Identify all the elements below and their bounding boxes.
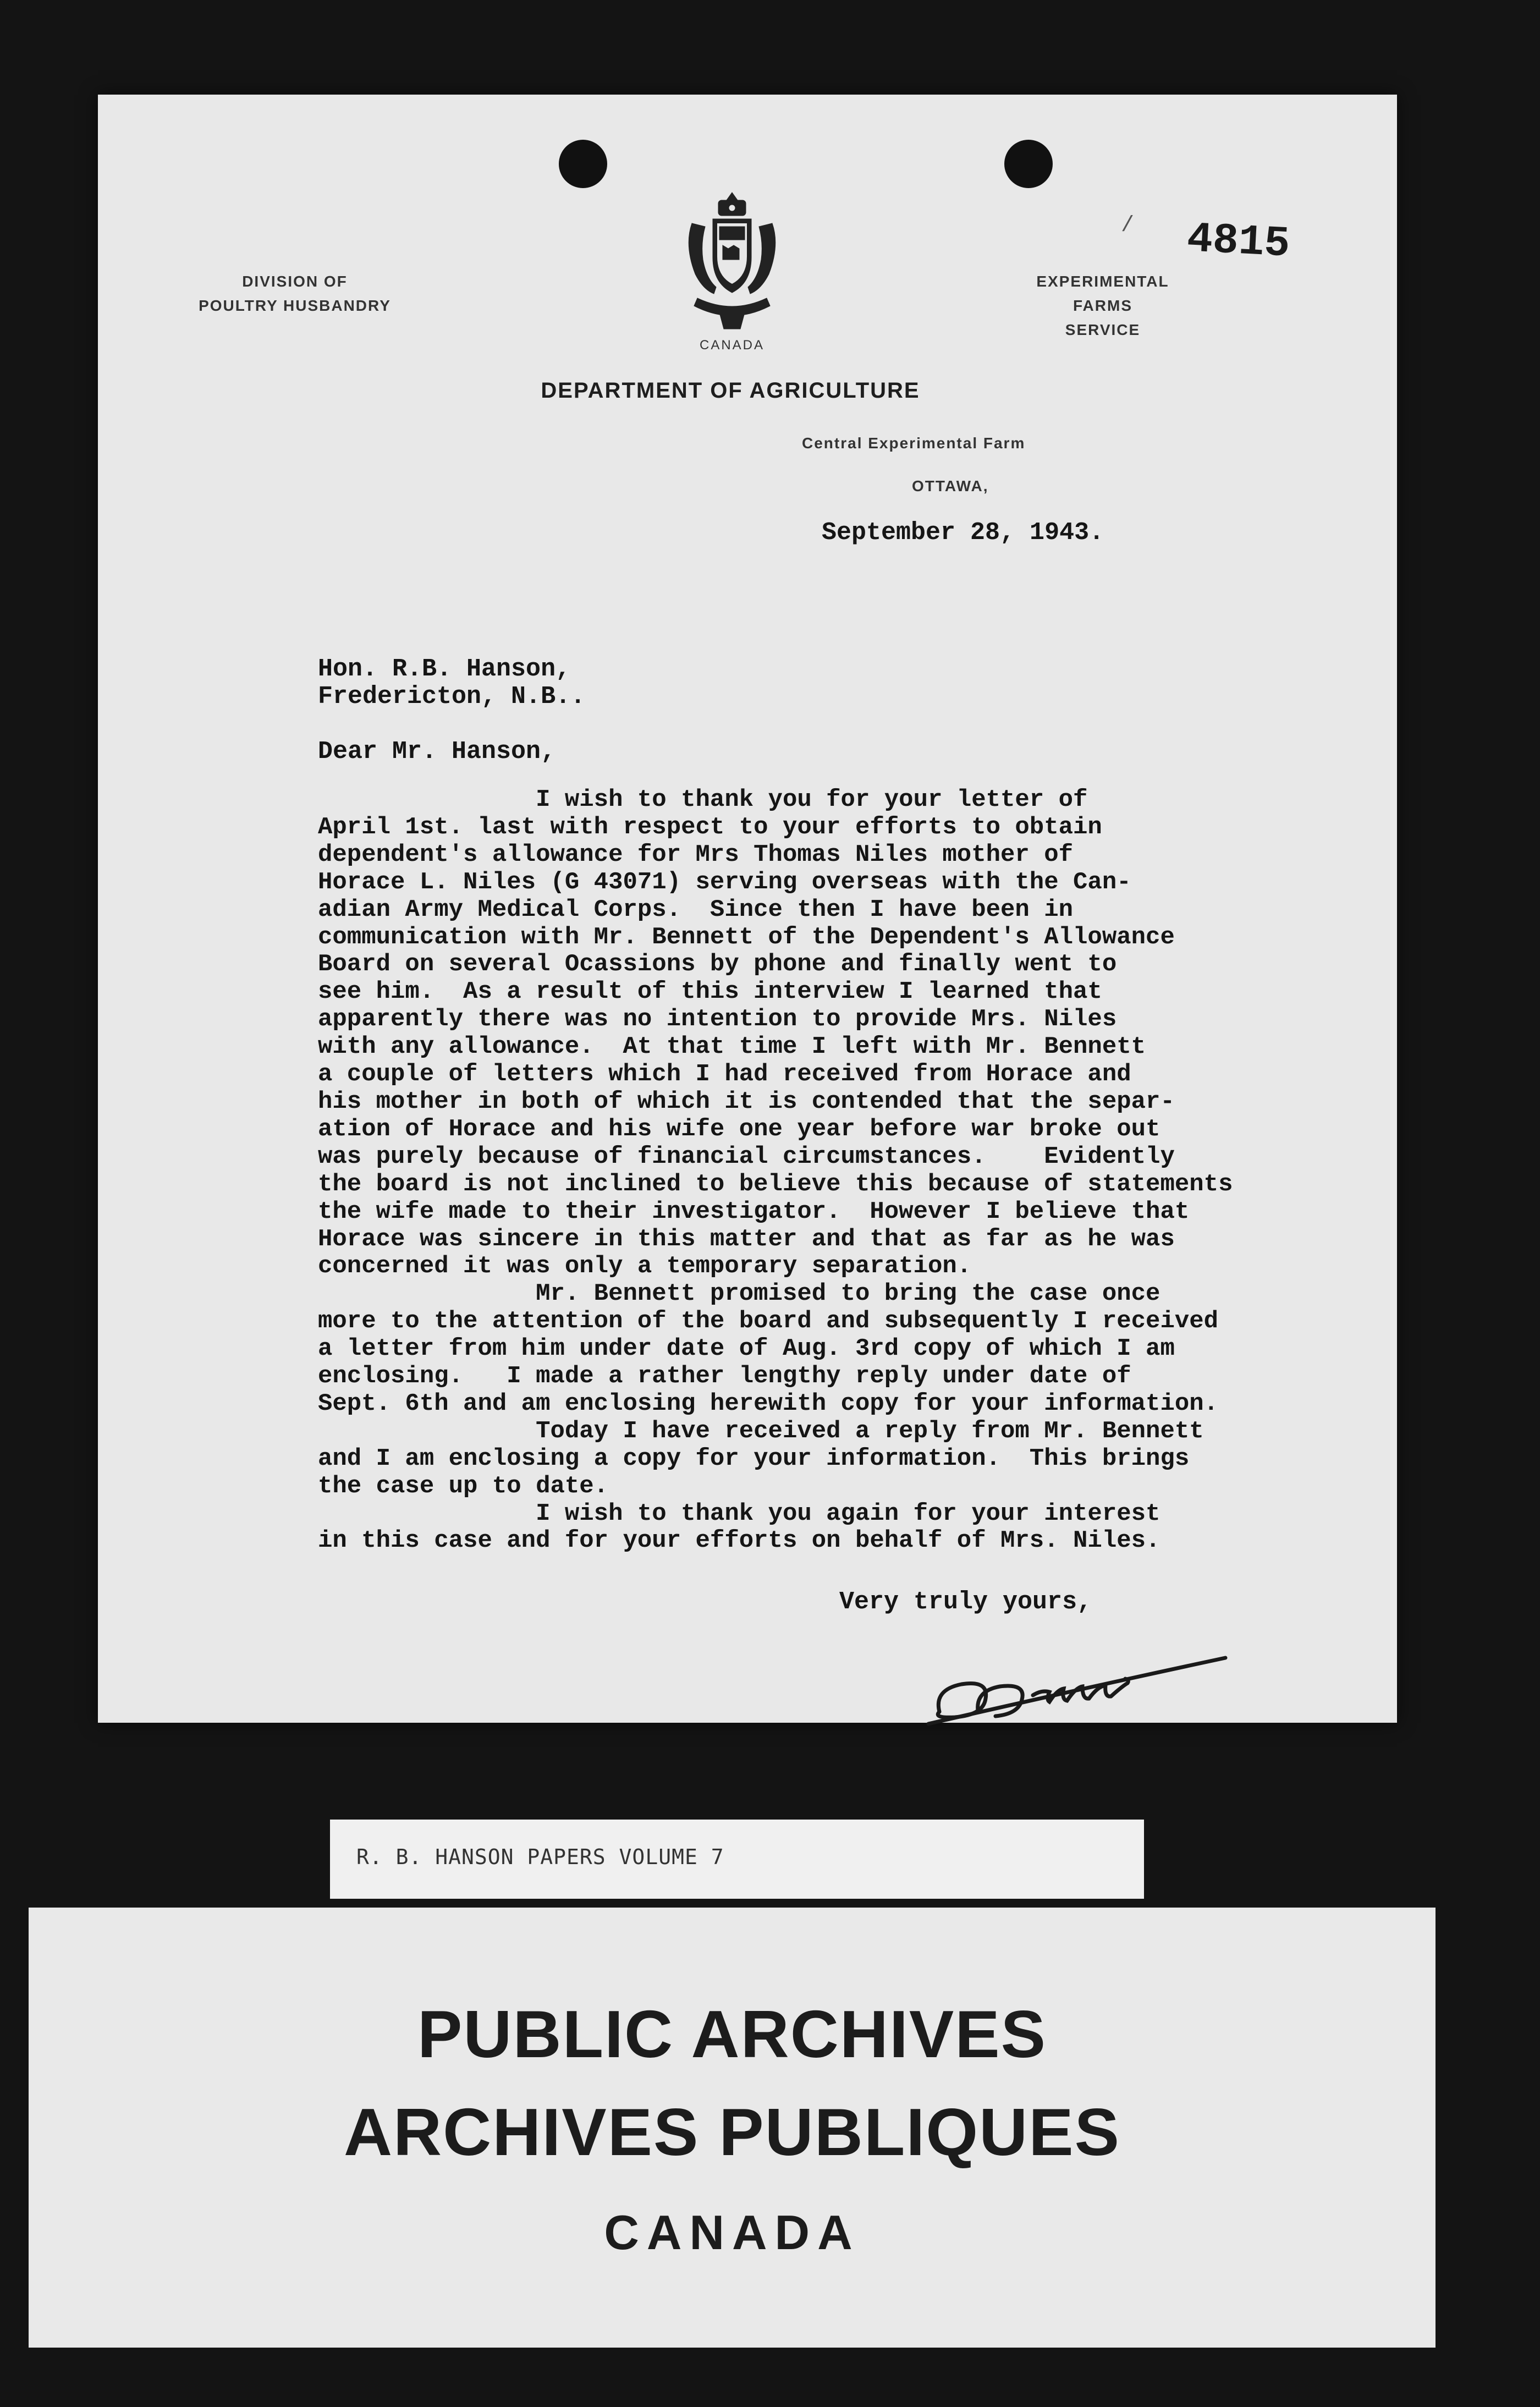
archives-card xyxy=(29,1908,1436,2348)
body-line: his mother in both of which it is contended that the separ- xyxy=(318,1087,1175,1115)
body-line: a couple of letters which I had received from Horace and xyxy=(318,1060,1131,1089)
letter-date: September 28, 1943. xyxy=(822,519,1104,547)
recipient-name: Hon. R.B. Hanson, xyxy=(318,655,571,683)
body-line: Horace L. Niles (G 43071) serving overseas with the Can- xyxy=(318,868,1131,896)
city-name: OTTAWA, xyxy=(912,477,989,494)
farm-name: Central Experimental Farm xyxy=(802,435,1026,452)
body-line: and I am enclosing a copy for your information. This brings xyxy=(318,1444,1190,1472)
recipient-city: Fredericton, N.B.. xyxy=(318,683,586,711)
letterhead-service: EXPERIMENTAL FARMS SERVICE xyxy=(1036,273,1169,338)
signature xyxy=(917,1629,1247,1745)
body-line: ation of Horace and his wife one year before war broke out xyxy=(318,1115,1160,1143)
body-line: April 1st. last with respect to your efforts to obtain xyxy=(318,813,1102,841)
body-line: Today I have received a reply from Mr. Bennett xyxy=(318,1417,1204,1445)
body-line: the case up to date. xyxy=(318,1472,609,1500)
file-number: 4815 xyxy=(1185,215,1291,269)
punch-hole-right xyxy=(1004,140,1053,188)
crest-label: CANADA xyxy=(699,338,765,353)
archives-title-french: ARCHIVES PUBLIQUES xyxy=(343,2095,1121,2169)
pencil-mark: / xyxy=(1121,213,1135,238)
body-line: the wife made to their investigator. However I believe that xyxy=(318,1197,1190,1226)
body-line: I wish to thank you for your letter of xyxy=(318,786,1088,814)
body-line: was purely because of financial circumstances. Evidently xyxy=(318,1142,1175,1170)
bleed-through-text xyxy=(406,569,1341,591)
archives-country: CANADA xyxy=(604,2205,860,2260)
body-line: communication with Mr. Bennett of the Dependent's Allowance xyxy=(318,923,1175,951)
bleed-through-text xyxy=(406,595,1313,617)
body-line: a letter from him under date of Aug. 3rd copy of which I am xyxy=(318,1335,1175,1363)
body-line: adian Army Medical Corps. Since then I have been in xyxy=(318,895,1074,924)
body-line: Sept. 6th and am enclosing herewith copy for your information. xyxy=(318,1389,1219,1417)
punch-hole-left xyxy=(559,140,607,188)
canada-crest-icon xyxy=(681,188,783,337)
body-line: I wish to thank you again for your interest xyxy=(318,1499,1160,1527)
body-line: Mr. Bennett promised to bring the case once xyxy=(318,1280,1160,1308)
volume-label-text: R. B. HANSON PAPERS VOLUME 7 xyxy=(356,1845,724,1869)
letterhead-division: DIVISION OF POULTRY HUSBANDRY xyxy=(199,273,391,314)
body-line: dependent's allowance for Mrs Thomas Niles mother of xyxy=(318,840,1074,869)
body-line: the board is not inclined to believe this because of statements xyxy=(318,1170,1233,1198)
body-line: enclosing. I made a rather lengthy reply under date of xyxy=(318,1362,1131,1391)
body-line: see him. As a result of this interview I learned that xyxy=(318,978,1102,1006)
archives-title-english: PUBLIC ARCHIVES xyxy=(417,1997,1047,2071)
body-line: apparently there was no intention to provide Mrs. Niles xyxy=(318,1005,1117,1034)
body-line: more to the attention of the board and subsequently I received xyxy=(318,1307,1219,1336)
letter-body xyxy=(318,787,1396,1555)
body-line: Horace was sincere in this matter and that as far as he was xyxy=(318,1225,1175,1253)
body-line: with any allowance. At that time I left with Mr. Bennett xyxy=(318,1033,1146,1061)
salutation: Dear Mr. Hanson, xyxy=(318,738,556,766)
body-line: in this case and for your efforts on behalf of Mrs. Niles. xyxy=(318,1527,1160,1555)
letter-page xyxy=(98,95,1397,1723)
volume-label xyxy=(330,1820,1144,1899)
department-title: DEPARTMENT OF AGRICULTURE xyxy=(541,378,920,403)
body-line: Board on several Ocassions by phone and finally went to xyxy=(318,950,1117,979)
closing: Very truly yours, xyxy=(839,1588,1092,1616)
body-line: concerned it was only a temporary separation. xyxy=(318,1252,972,1281)
